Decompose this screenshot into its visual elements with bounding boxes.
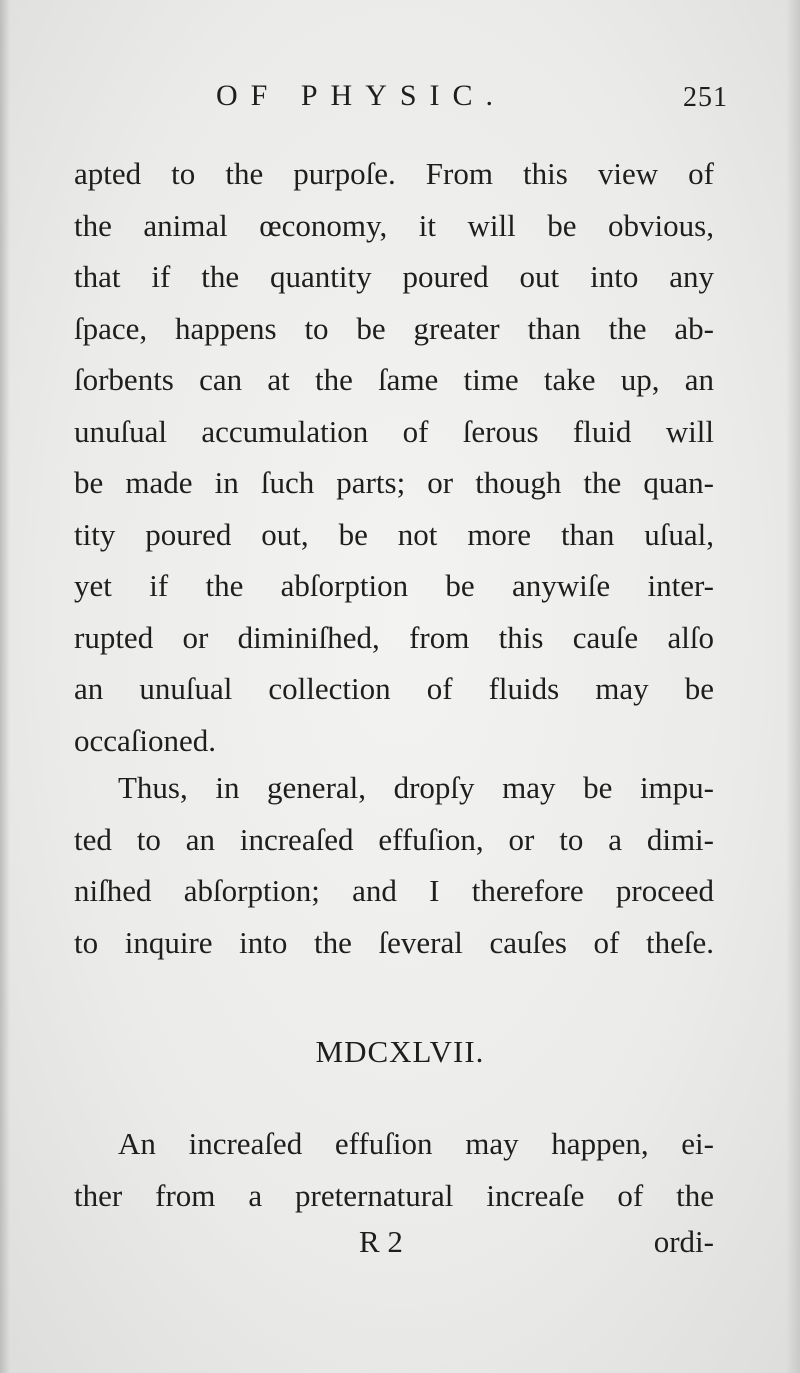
text-line: ſorbents can at the ſame time take up, an [74, 362, 714, 397]
running-title: OF PHYSIC. [216, 79, 507, 112]
text-line: ſpace, happens to be greater than the ab- [74, 310, 714, 346]
page-right-edge-shadow [786, 0, 800, 1373]
text-line: the animal œconomy, it will be obvious, [74, 207, 714, 243]
paragraph-2 [74, 762, 714, 968]
page-left-edge-shadow [0, 0, 10, 1373]
page-header [74, 76, 726, 116]
text-line: ther from a preternatural increaſe of the [74, 1177, 714, 1213]
signature-mark: R 2 [359, 1224, 403, 1259]
text-line: be made in ſuch parts; or though the quan- [74, 465, 714, 500]
paragraph-1 [74, 148, 714, 766]
text-line: yet if the abſorption be anywiſe inter- [74, 568, 714, 603]
catchword: ordi- [653, 1224, 714, 1259]
text-line: occaſioned. [74, 722, 217, 758]
text-line: rupted or diminiſhed, from this cauſe alſo [74, 619, 714, 655]
text-line: apted to the purpoſe. From this view of [74, 156, 714, 191]
text-line: An increaſed effuſion may happen, ei- [118, 1126, 714, 1161]
text-line: ted to an increaſed effuſion, or to a dimi- [74, 821, 714, 857]
paragraph-3 [74, 1118, 714, 1221]
page-footer [74, 1220, 714, 1264]
page-number: 251 [683, 82, 728, 113]
text-line: unuſual accumulation of ſerous fluid will [74, 413, 714, 449]
text-line: an unuſual collection of fluids may be [74, 671, 714, 706]
text-line: niſhed abſorption; and I therefore proceed [74, 873, 714, 908]
section-number: MDCXLVII. [315, 1034, 485, 1069]
text-line: that if the quantity poured out into any [74, 259, 714, 294]
text-line: tity poured out, be not more than uſual, [74, 516, 714, 552]
text-line: to inquire into the ſeveral cauſes of theſe. [74, 924, 714, 960]
text-line: Thus, in general, dropſy may be impu- [118, 770, 714, 805]
